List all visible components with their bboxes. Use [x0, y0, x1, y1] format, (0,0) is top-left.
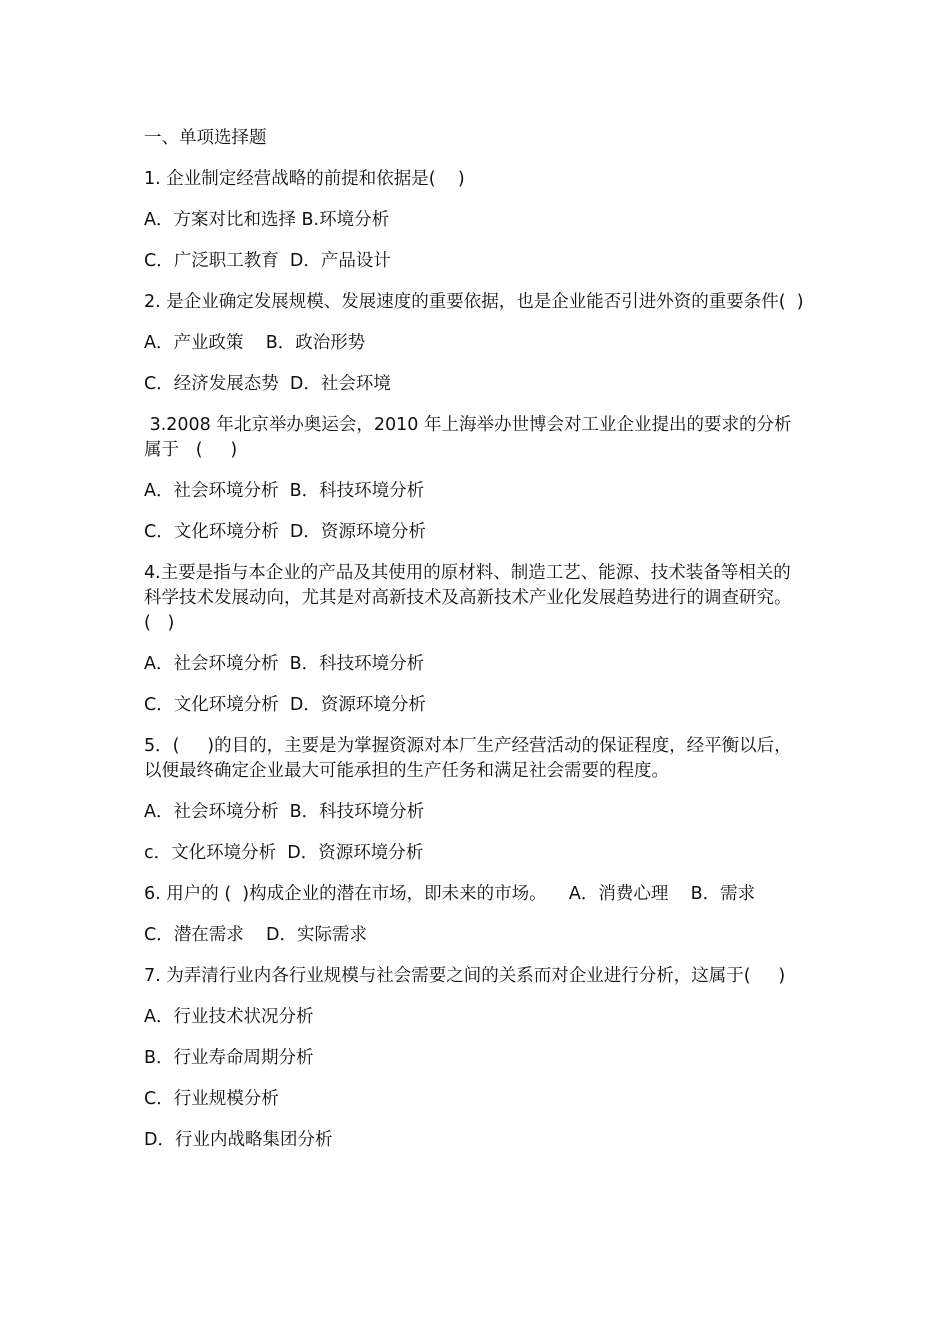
- question-7-option-c: C．行业规模分析: [144, 1089, 279, 1109]
- question-1: 1. 企业制定经营战略的前提和依据是( ): [144, 169, 465, 189]
- question-7: 7. 为弄清行业内各行业规模与社会需要之间的关系而对企业进行分析，这属于( ): [144, 966, 786, 986]
- question-5: 5．( )的目的，主要是为掌握资源对本厂生产经营活动的保证程度，经平衡以后，以便最终确定企业最大可能承担的生产任务和满足社会需要的程度。: [144, 736, 792, 781]
- question-1-options-cd: C．广泛职工教育 D．产品设计: [144, 251, 391, 271]
- question-5-options-ab: A．社会环境分析 B．科技环境分析: [144, 802, 425, 822]
- question-2: 2. 是企业确定发展规模、发展速度的重要依据，也是企业能否引进外资的重要条件( ): [144, 292, 804, 312]
- section-title: 一、单项选择题: [144, 128, 267, 148]
- question-2-options-cd: C．经济发展态势 D．社会环境: [144, 374, 391, 394]
- question-4-options-cd: C．文化环境分析 D．资源环境分析: [144, 695, 426, 715]
- question-2-options-ab: A．产业政策 B．政治形势: [144, 333, 366, 353]
- question-7-option-d: D．行业内战略集团分析: [144, 1130, 333, 1150]
- question-6-options-cd: C．潜在需求 D．实际需求: [144, 925, 367, 945]
- question-6: 6. 用户的 ( )构成企业的潜在市场，即未来的市场。 A．消费心理 B．需求: [144, 884, 756, 904]
- question-3: 3.2008 年北京举办奥运会，2010 年上海举办世博会对工业企业提出的要求的分析属于 ( ): [144, 415, 792, 460]
- question-3-options-ab: A．社会环境分析 B．科技环境分析: [144, 481, 425, 501]
- question-4: 4.主要是指与本企业的产品及其使用的原材料、制造工艺、能源、技术装备等相关的科学技术发展动向，尤其是对高新技术及高新技术产业化发展趋势进行的调查研究。 ( ): [144, 563, 820, 633]
- question-3-options-cd: C．文化环境分析 D．资源环境分析: [144, 522, 426, 542]
- question-5-options-cd: c．文化环境分析 D．资源环境分析: [144, 843, 424, 863]
- document-body: [144, 126, 820, 1153]
- question-7-option-b: B．行业寿命周期分析: [144, 1048, 314, 1068]
- question-4-options-ab: A．社会环境分析 B．科技环境分析: [144, 654, 425, 674]
- question-7-option-a: A．行业技术状况分析: [144, 1007, 314, 1027]
- question-1-options-ab: A．方案对比和选择 B.环境分析: [144, 210, 390, 230]
